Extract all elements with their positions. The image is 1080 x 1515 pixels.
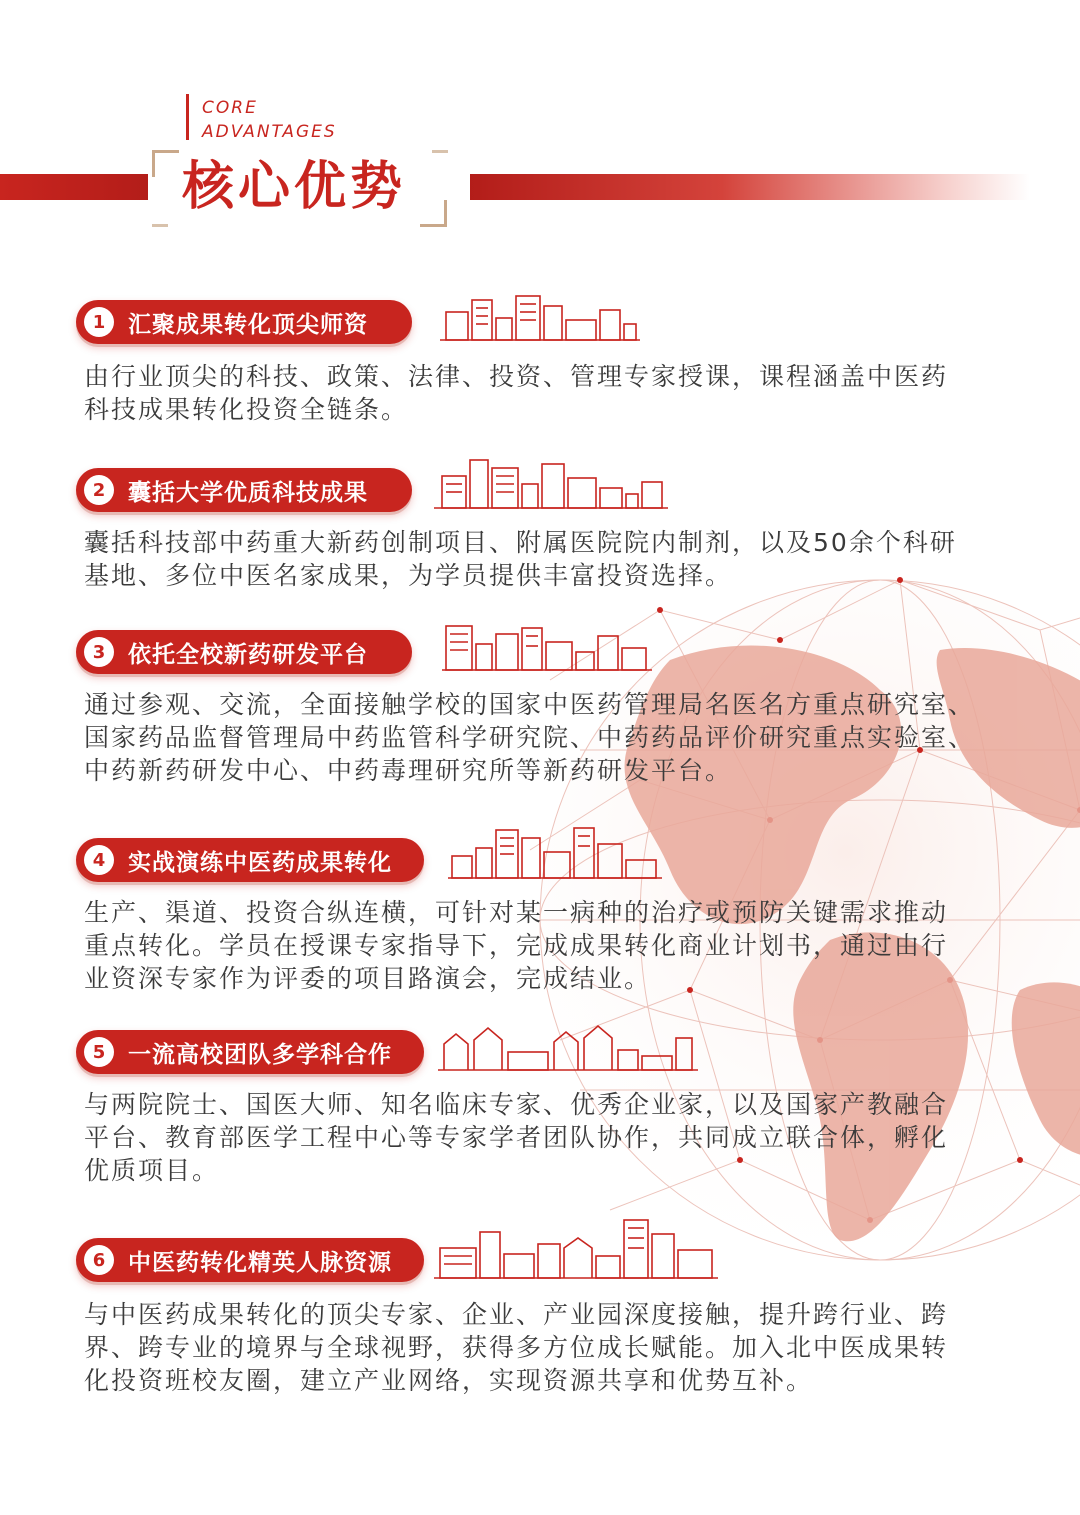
city-skyline-icon [434, 1214, 718, 1282]
city-skyline-icon [440, 292, 640, 344]
section-title-badge [76, 1238, 424, 1282]
header-english-line: CORE [202, 98, 258, 118]
section-body: 囊括科技部中药重大新药创制项目、附属医院院内制剂，以及50余个科研 基地、多位中医名家成果，为学员提供丰富投资选择。 [84, 528, 957, 590]
section-number: 4 [84, 845, 114, 875]
header-bar-left [0, 174, 148, 200]
city-skyline-icon [434, 454, 668, 512]
section-title: 中医药转化精英人脉资源 [128, 1249, 392, 1276]
city-skyline-icon [438, 1022, 698, 1074]
section-number: 2 [84, 475, 114, 505]
section-title: 依托全校新药研发平台 [128, 641, 368, 668]
section-body: 由行业顶尖的科技、政策、法律、投资、管理专家授课，课程涵盖中医药 科技成果转化投资全链条。 [84, 362, 949, 424]
section-title: 实战演练中医药成果转化 [128, 849, 392, 876]
section-number: 1 [84, 307, 114, 337]
header-frame-corner [432, 150, 448, 169]
header-english-subtitle [202, 96, 337, 144]
section-title: 一流高校团队多学科合作 [128, 1041, 392, 1068]
header-bar-right [470, 174, 1030, 200]
section-body: 与中医药成果转化的顶尖专家、企业、产业园深度接触，提升跨行业、跨 界、跨专业的境界与全球视野，获得多方位成长赋能。加入北中医成果转 化投资班校友圈，建立产业网络，实现资源共享和优势互补。 [84, 1300, 949, 1395]
section-body: 生产、渠道、投资合纵连横，可针对某一病种的治疗或预防关键需求推动 重点转化。学员在授课专家指导下，完成成果转化商业计划书，通过由行 业资深专家作为评委的项目路演会，完成结业。 [84, 898, 949, 993]
section-title-badge [76, 630, 412, 674]
section-title: 汇聚成果转化顶尖师资 [128, 311, 368, 338]
header-frame-corner [152, 214, 168, 227]
section-body: 与两院院士、国医大师、知名临床专家、优秀企业家，以及国家产教融合 平台、教育部医学工程中心等专家学者团队协作，共同成立联合体，孵化 优质项目。 [84, 1090, 949, 1185]
section-title-badge [76, 300, 412, 344]
section-title-badge [76, 838, 424, 882]
header-frame-corner [420, 200, 447, 227]
header-frame-corner [152, 150, 179, 177]
page-title: 核心优势 [182, 157, 407, 217]
section-title-badge [76, 1030, 424, 1074]
section-title-badge [76, 468, 412, 512]
section-number: 3 [84, 637, 114, 667]
header-accent-line [186, 94, 189, 140]
section-number: 5 [84, 1037, 114, 1067]
section-number: 6 [84, 1245, 114, 1275]
header-english-line: ADVANTAGES [202, 122, 337, 142]
section-title: 囊括大学优质科技成果 [128, 479, 368, 506]
section-body: 通过参观、交流，全面接触学校的国家中医药管理局名医名方重点研究室、 国家药品监督管理局中药监管科学研究院、中药药品评价研究重点实验室、 中药新药研发中心、中药毒理研究所等新药研发平台。 [84, 690, 976, 785]
city-skyline-icon [442, 622, 652, 674]
city-skyline-icon [448, 824, 662, 882]
